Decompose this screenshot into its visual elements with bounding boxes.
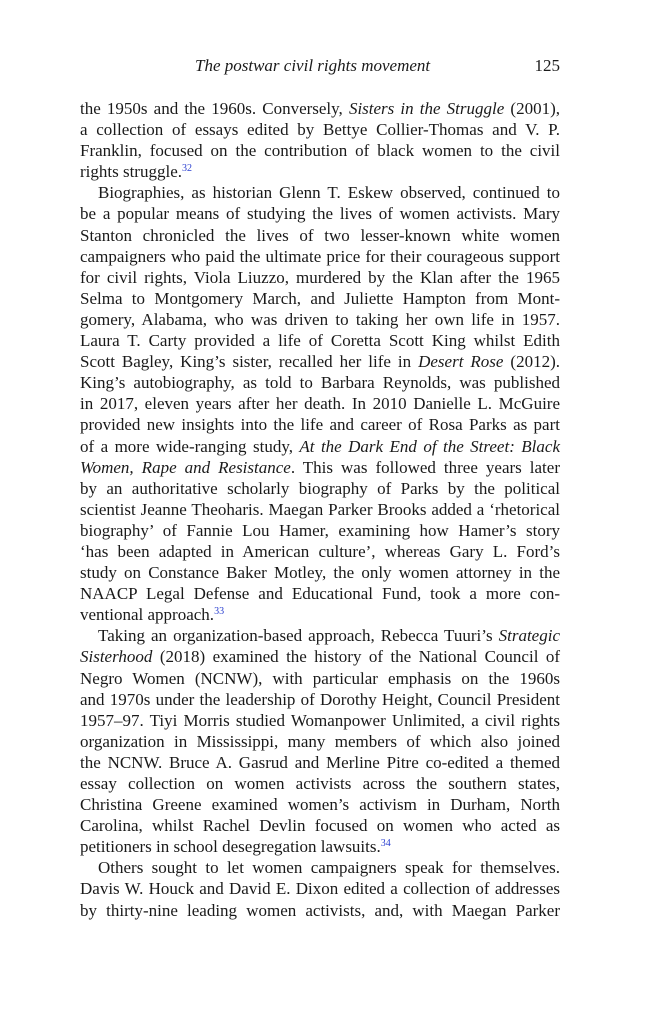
text-line <box>80 457 560 478</box>
text-line <box>80 752 560 773</box>
text-run: in 2017, eleven years after her death. In 2010 Danielle L. McGuire <box>80 394 560 414</box>
text-line <box>80 541 560 562</box>
text-run: Others sought to let women campaigners speak for themselves. <box>98 858 560 878</box>
text-line <box>80 900 560 921</box>
body-text <box>80 98 560 921</box>
text-line <box>80 351 560 372</box>
italic-title: At the Dark End of the Street: Black <box>299 436 560 456</box>
text-line <box>80 689 560 710</box>
text-run: ‘has been adapted in American culture’, whereas Gary L. Ford’s <box>80 541 560 561</box>
text-run: petitioners in school desegregation lawsuits. <box>80 837 381 857</box>
text-run: Biographies, as historian Glenn T. Eskew observed, continued to <box>98 183 560 203</box>
text-line <box>80 878 560 899</box>
text-run: the NCNW. Bruce A. Gasrud and Merline Pitre co-edited a themed <box>80 752 560 772</box>
text-line <box>80 583 560 604</box>
footnote-reference[interactable]: 33 <box>214 606 225 618</box>
paragraph <box>80 625 560 857</box>
text-line <box>80 414 560 435</box>
paragraph <box>80 98 560 182</box>
text-run: gomery, Alabama, who was driven to taking her own life in 1957. <box>80 309 560 329</box>
running-head <box>80 56 560 80</box>
text-line <box>80 499 560 520</box>
text-line <box>80 836 560 857</box>
text-run: Christina Greene examined women’s activism in Durham, North <box>80 795 560 815</box>
text-run: by thirty-nine leading women activists, and, with Maegan Parker <box>80 900 560 920</box>
text-line <box>80 372 560 393</box>
text-line <box>80 182 560 203</box>
text-run: . This was followed three years later <box>290 457 560 477</box>
text-run: 1957–97. Tiyi Morris studied Womanpower Unlimited, a civil rights <box>80 710 560 730</box>
text-run: and 1970s under the leadership of Dorothy Height, Council President <box>80 689 560 709</box>
text-run: Negro Women (NCNW), with particular emphasis on the 1960s <box>80 668 560 688</box>
text-line <box>80 436 560 457</box>
text-run: organization in Mississippi, many members of which also joined <box>80 731 560 751</box>
paragraph <box>80 182 560 625</box>
text-line <box>80 309 560 330</box>
text-run: Scott Bagley, King’s sister, recalled her life in <box>80 352 419 372</box>
text-run: essay collection on women activists across the southern states, <box>80 774 560 793</box>
text-line <box>80 625 560 646</box>
text-run: by an authoritative scholarly biography of Parks by the political <box>80 478 560 498</box>
text-run: a collection of essays edited by Bettye Collier-Thomas and V. P. <box>80 120 560 140</box>
text-run: (2018) examined the history of the National Council of <box>152 647 560 667</box>
text-line <box>80 330 560 351</box>
paragraph <box>80 857 560 920</box>
text-run: biography’ of Fannie Lou Hamer, examining how Hamer’s story <box>80 520 560 540</box>
footnote-reference[interactable]: 34 <box>380 838 391 850</box>
text-line <box>80 203 560 224</box>
italic-title: Desert Rose <box>418 352 504 372</box>
text-line <box>80 794 560 815</box>
text-run: Franklin, focused on the contribution of black women to the civil <box>80 141 560 161</box>
text-line <box>80 161 560 182</box>
text-run: Laura T. Carty provided a life of Coretta Scott King whilst Edith <box>80 331 560 351</box>
text-run: (2001), <box>504 99 560 118</box>
text-run: Taking an organization-based approach, Rebecca Tuuri’s <box>98 626 499 646</box>
text-line <box>80 393 560 414</box>
text-line <box>80 288 560 309</box>
text-run: Stanton chronicled the lives of two lesser-known white women <box>80 225 560 245</box>
text-run: campaigners who paid the ultimate price for their courageous support <box>80 246 560 266</box>
text-line <box>80 520 560 541</box>
text-line <box>80 731 560 752</box>
text-line <box>80 604 560 625</box>
text-line <box>80 710 560 731</box>
text-line <box>80 646 560 667</box>
text-run: the 1950s and the 1960s. Conversely, <box>80 99 349 118</box>
text-line <box>80 246 560 267</box>
text-run: ventional approach. <box>80 605 215 625</box>
footnote-reference[interactable]: 32 <box>182 163 192 175</box>
italic-title: Sisters in the Struggle <box>348 99 505 118</box>
text-line <box>80 225 560 246</box>
text-line <box>80 478 560 499</box>
italic-title: Women, Rape and Resistance <box>80 457 291 477</box>
text-run: rights struggle. <box>80 162 182 182</box>
text-line <box>80 815 560 836</box>
text-run: Carolina, whilst Rachel Devlin focused on women who acted as <box>80 816 560 836</box>
text-run: be a popular means of studying the lives of women activists. Mary <box>80 204 560 224</box>
text-line <box>80 98 560 119</box>
text-line <box>80 140 560 161</box>
text-run: NAACP Legal Defense and Educational Fund, took a more con- <box>80 584 560 604</box>
italic-title: Sisterhood <box>80 647 153 667</box>
text-line <box>80 267 560 288</box>
text-run: Davis W. Houck and David E. Dixon edited a collection of addresses <box>80 879 560 899</box>
text-run: King’s autobiography, as told to Barbara Reynolds, was published <box>80 373 560 393</box>
text-line <box>80 668 560 689</box>
text-run: for civil rights, Viola Liuzzo, murdered by the Klan after the 1965 <box>80 267 560 287</box>
text-run: Selma to Montgomery March, and Juliette Hampton from Mont- <box>80 288 560 308</box>
running-title: The postwar civil rights movement <box>195 56 431 75</box>
text-run: (2012). <box>503 352 560 372</box>
page-number: 125 <box>534 56 560 75</box>
text-run: of a more wide-ranging study, <box>80 436 300 456</box>
text-run: provided new insights into the life and career of Rosa Parks as part <box>80 415 560 435</box>
italic-title: Strategic <box>498 626 560 646</box>
text-run: study on Constance Baker Motley, the only women attorney in the <box>80 563 560 583</box>
text-line <box>80 857 560 878</box>
text-line <box>80 773 560 794</box>
text-run: scientist Jeanne Theoharis. Maegan Parker Brooks added a ‘rhetorical <box>80 499 560 519</box>
text-line <box>80 562 560 583</box>
text-line <box>80 119 560 140</box>
